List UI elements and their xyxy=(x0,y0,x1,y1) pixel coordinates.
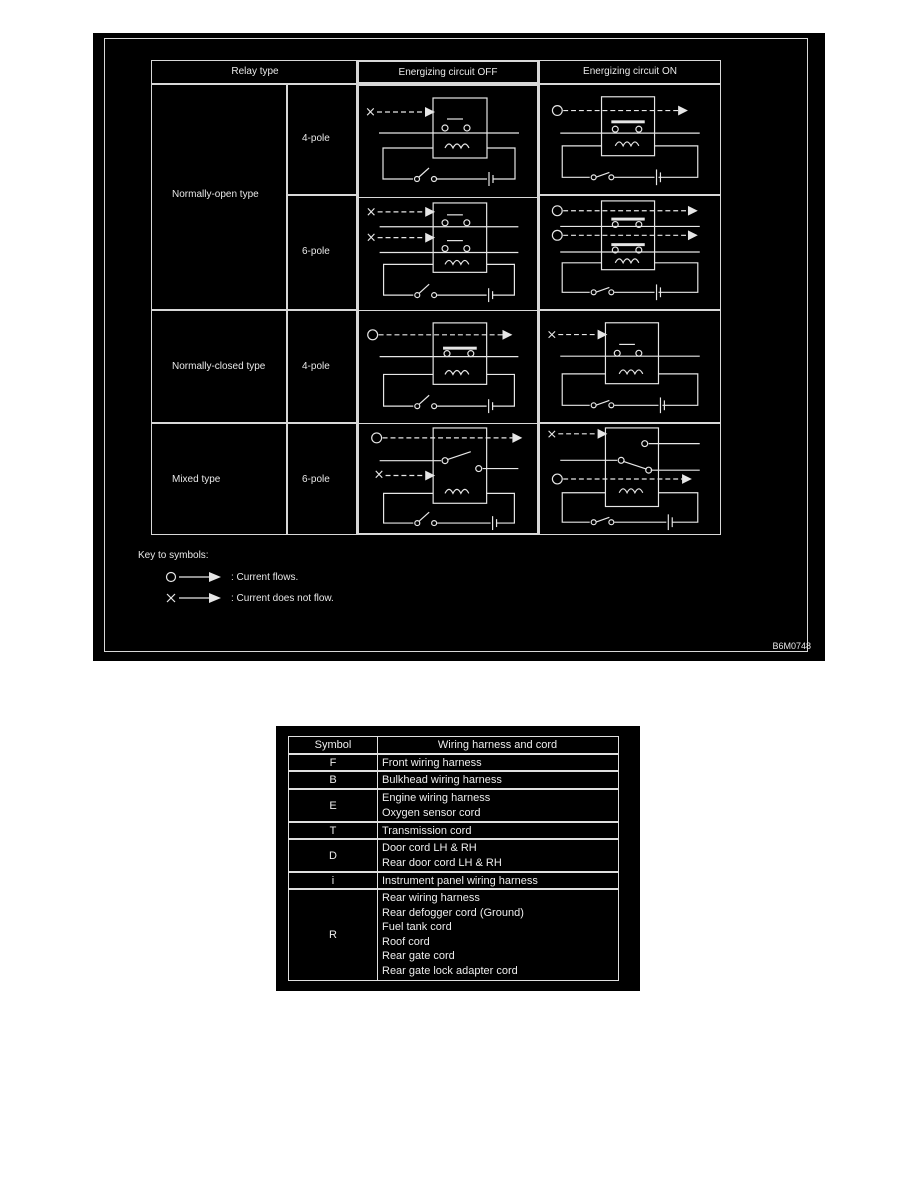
table-row xyxy=(288,889,619,981)
diagram-mixed-off xyxy=(359,423,537,533)
row-desc xyxy=(382,841,502,870)
table-row xyxy=(288,839,619,872)
svg-text:×: × xyxy=(365,230,377,246)
row-desc xyxy=(382,824,471,839)
row-line: Instrument panel wiring harness xyxy=(382,875,538,887)
type-mixed xyxy=(151,423,287,535)
pole-label: 4-pole xyxy=(302,361,330,372)
relay-type-table xyxy=(151,60,781,534)
relay-type-figure xyxy=(93,33,825,661)
type-normally-open xyxy=(151,84,287,310)
row-symbol: R xyxy=(289,890,378,980)
diagram-no4-on xyxy=(539,84,721,195)
row-line: Rear defogger cord (Ground) xyxy=(382,906,524,919)
diagram-nc4-on xyxy=(539,310,721,423)
pole-label: 4-pole xyxy=(302,133,330,144)
diagram-mixed-on xyxy=(539,423,721,535)
table-row xyxy=(288,754,619,771)
header-on xyxy=(539,60,721,84)
row-line: Roof cord xyxy=(382,935,430,948)
header-relay-type-label: Relay type xyxy=(231,66,279,77)
row-symbol: E xyxy=(289,790,378,821)
row-symbol: i xyxy=(289,873,378,888)
pole-mixed-6 xyxy=(287,423,357,535)
key-noflow-text: : Current does not flow. xyxy=(231,593,334,604)
row-line: Rear wiring harness xyxy=(382,892,480,904)
diagram-no6-off xyxy=(359,197,537,310)
header-off-label: Energizing circuit OFF xyxy=(398,67,498,78)
row-desc xyxy=(382,773,502,788)
svg-text:×: × xyxy=(365,105,376,120)
pole-label: 6-pole xyxy=(302,246,330,257)
pole-label: 6-pole xyxy=(302,474,330,485)
table-row xyxy=(288,822,619,839)
row-symbol: F xyxy=(289,755,378,770)
key-flows-text: : Current flows. xyxy=(231,572,299,583)
row-line: Fuel tank cord xyxy=(382,921,452,934)
pole-no-4 xyxy=(287,84,357,195)
header-symbol: Symbol xyxy=(289,737,378,753)
row-line: Front wiring harness xyxy=(382,757,482,769)
figure-code: B6M0748 xyxy=(772,641,811,651)
row-line: Rear gate cord xyxy=(382,950,455,963)
row-desc xyxy=(382,891,524,979)
type-mixed-label: Mixed type xyxy=(172,474,221,485)
pole-no-6 xyxy=(287,195,357,310)
row-line: Bulkhead wiring harness xyxy=(382,774,502,786)
svg-text:×: × xyxy=(365,204,377,220)
row-line: Rear gate lock adapter cord xyxy=(382,964,518,977)
table-row xyxy=(288,771,619,789)
table-row xyxy=(288,789,619,822)
diagram-no4-off xyxy=(359,86,537,195)
diagram-nc4-off xyxy=(359,310,537,423)
header-relay-type xyxy=(151,60,357,84)
header-off xyxy=(357,60,539,84)
wiring-symbol-figure xyxy=(276,726,640,991)
row-line: Transmission cord xyxy=(382,825,472,837)
svg-text:×: × xyxy=(546,327,558,343)
current-no-flow-icon xyxy=(163,591,227,605)
type-normally-closed xyxy=(151,310,287,423)
key-title: Key to symbols: xyxy=(138,550,209,561)
row-desc xyxy=(382,791,490,820)
row-line: Door cord LH & RH xyxy=(382,842,477,854)
header-on-label: Energizing circuit ON xyxy=(583,66,677,77)
svg-text:×: × xyxy=(546,426,558,442)
table-header xyxy=(288,736,619,754)
pole-nc-4 xyxy=(287,310,357,423)
row-symbol: D xyxy=(289,840,378,871)
diagram-no6-on xyxy=(539,195,721,310)
row-symbol: T xyxy=(289,823,378,838)
wiring-symbol-table xyxy=(288,736,619,981)
row-symbol: B xyxy=(289,772,378,788)
row-desc xyxy=(382,756,482,771)
current-flows-icon xyxy=(163,570,227,584)
table-row xyxy=(288,872,619,889)
type-normally-closed-label: Normally-closed type xyxy=(172,361,266,372)
header-desc: Wiring harness and cord xyxy=(437,739,558,751)
row-line: Oxygen sensor cord xyxy=(382,806,481,819)
row-line: Rear door cord LH & RH xyxy=(382,856,502,869)
row-desc xyxy=(382,874,538,889)
svg-text:×: × xyxy=(373,467,385,483)
row-line: Engine wiring harness xyxy=(382,792,491,804)
type-normally-open-label: Normally-open type xyxy=(172,189,259,200)
